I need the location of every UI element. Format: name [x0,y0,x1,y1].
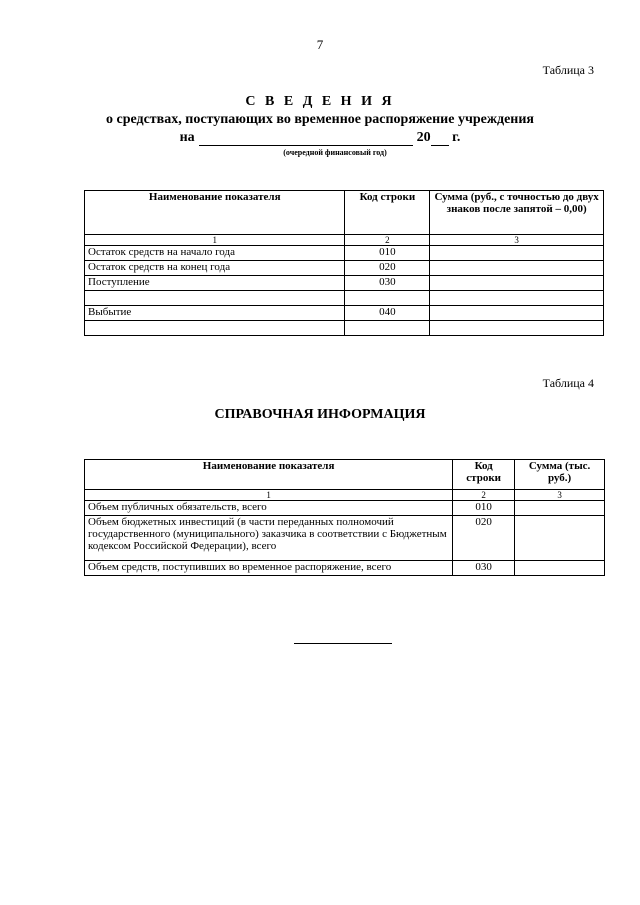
date-prefix: на [179,130,195,145]
row-code: 030 [453,561,515,576]
row-sum-cell[interactable] [430,306,604,321]
row-sum-cell[interactable] [515,516,605,561]
row-name: Объем бюджетных инвестиций (в части переданных полномочий государственного (муниципального) заказчика в соответствии с Бюджетным кодексом Российской Федерации), всего [85,516,453,561]
row-code: 030 [345,276,430,291]
footer-divider [294,643,392,644]
row-sum-cell[interactable] [430,321,604,336]
row-name: Выбытие [85,306,345,321]
table3 [84,190,604,336]
row-name: Остаток средств на начало года [85,246,345,261]
table4-header-name: Наименование показателя [85,460,453,490]
row-sum-cell[interactable] [515,561,605,576]
row-sum-cell[interactable] [430,291,604,306]
table4-header-code: Код строки [453,460,515,490]
row-sum-cell[interactable] [430,246,604,261]
table4 [84,459,605,576]
table3-header-row [85,191,604,235]
row-code: 020 [345,261,430,276]
row-code: 010 [453,501,515,516]
table3-header-sum: Сумма (руб., с точностью до двух знаков после запятой – 0,00) [430,191,604,235]
date-blank [199,131,413,146]
table3-date-line [0,130,640,146]
row-code [345,291,430,306]
table-row [85,291,604,306]
row-sum-cell[interactable] [430,276,604,291]
row-code: 040 [345,306,430,321]
row-name [85,321,345,336]
table3-colnum: 2 [345,235,430,246]
date-year: 20 [416,130,431,145]
table4-header-sum: Сумма (тыс. руб.) [515,460,605,490]
table3-header-code: Код строки [345,191,430,235]
table-row [85,561,605,576]
table-row [85,306,604,321]
row-code: 020 [453,516,515,561]
table3-subtitle: о средствах, поступающих во временное распоряжение учреждения [105,112,534,127]
year-blank [431,131,449,146]
table3-label: Таблица 3 [542,63,594,77]
table4-title: СПРАВОЧНАЯ ИНФОРМАЦИЯ [214,407,426,422]
table-row [85,321,604,336]
table3-colnum: 3 [430,235,604,246]
table-row [85,516,605,561]
table3-colnum: 1 [85,235,345,246]
table3-title: С В Е Д Е Н И Я [245,94,395,109]
table4-colnum: 1 [85,490,453,501]
table-row [85,501,605,516]
table-row [85,276,604,291]
row-code: 010 [345,246,430,261]
table3-note: (очередной финансовый год) [283,148,387,157]
table4-colnum: 2 [453,490,515,501]
row-name: Остаток средств на конец года [85,261,345,276]
row-sum-cell[interactable] [430,261,604,276]
table3-number-row [85,235,604,246]
row-name: Объем средств, поступивших во временное распоряжение, всего [85,561,453,576]
table3-header-name: Наименование показателя [85,191,345,235]
row-name: Объем публичных обязательств, всего [85,501,453,516]
table4-header-row [85,460,605,490]
row-sum-cell[interactable] [515,501,605,516]
table4-label: Таблица 4 [542,376,594,390]
row-code [345,321,430,336]
row-name: Поступление [85,276,345,291]
table-row [85,246,604,261]
table4-colnum: 3 [515,490,605,501]
page-number: 7 [316,37,324,52]
table4-number-row [85,490,605,501]
row-name [85,291,345,306]
date-suffix: г. [452,130,461,145]
table-row [85,261,604,276]
